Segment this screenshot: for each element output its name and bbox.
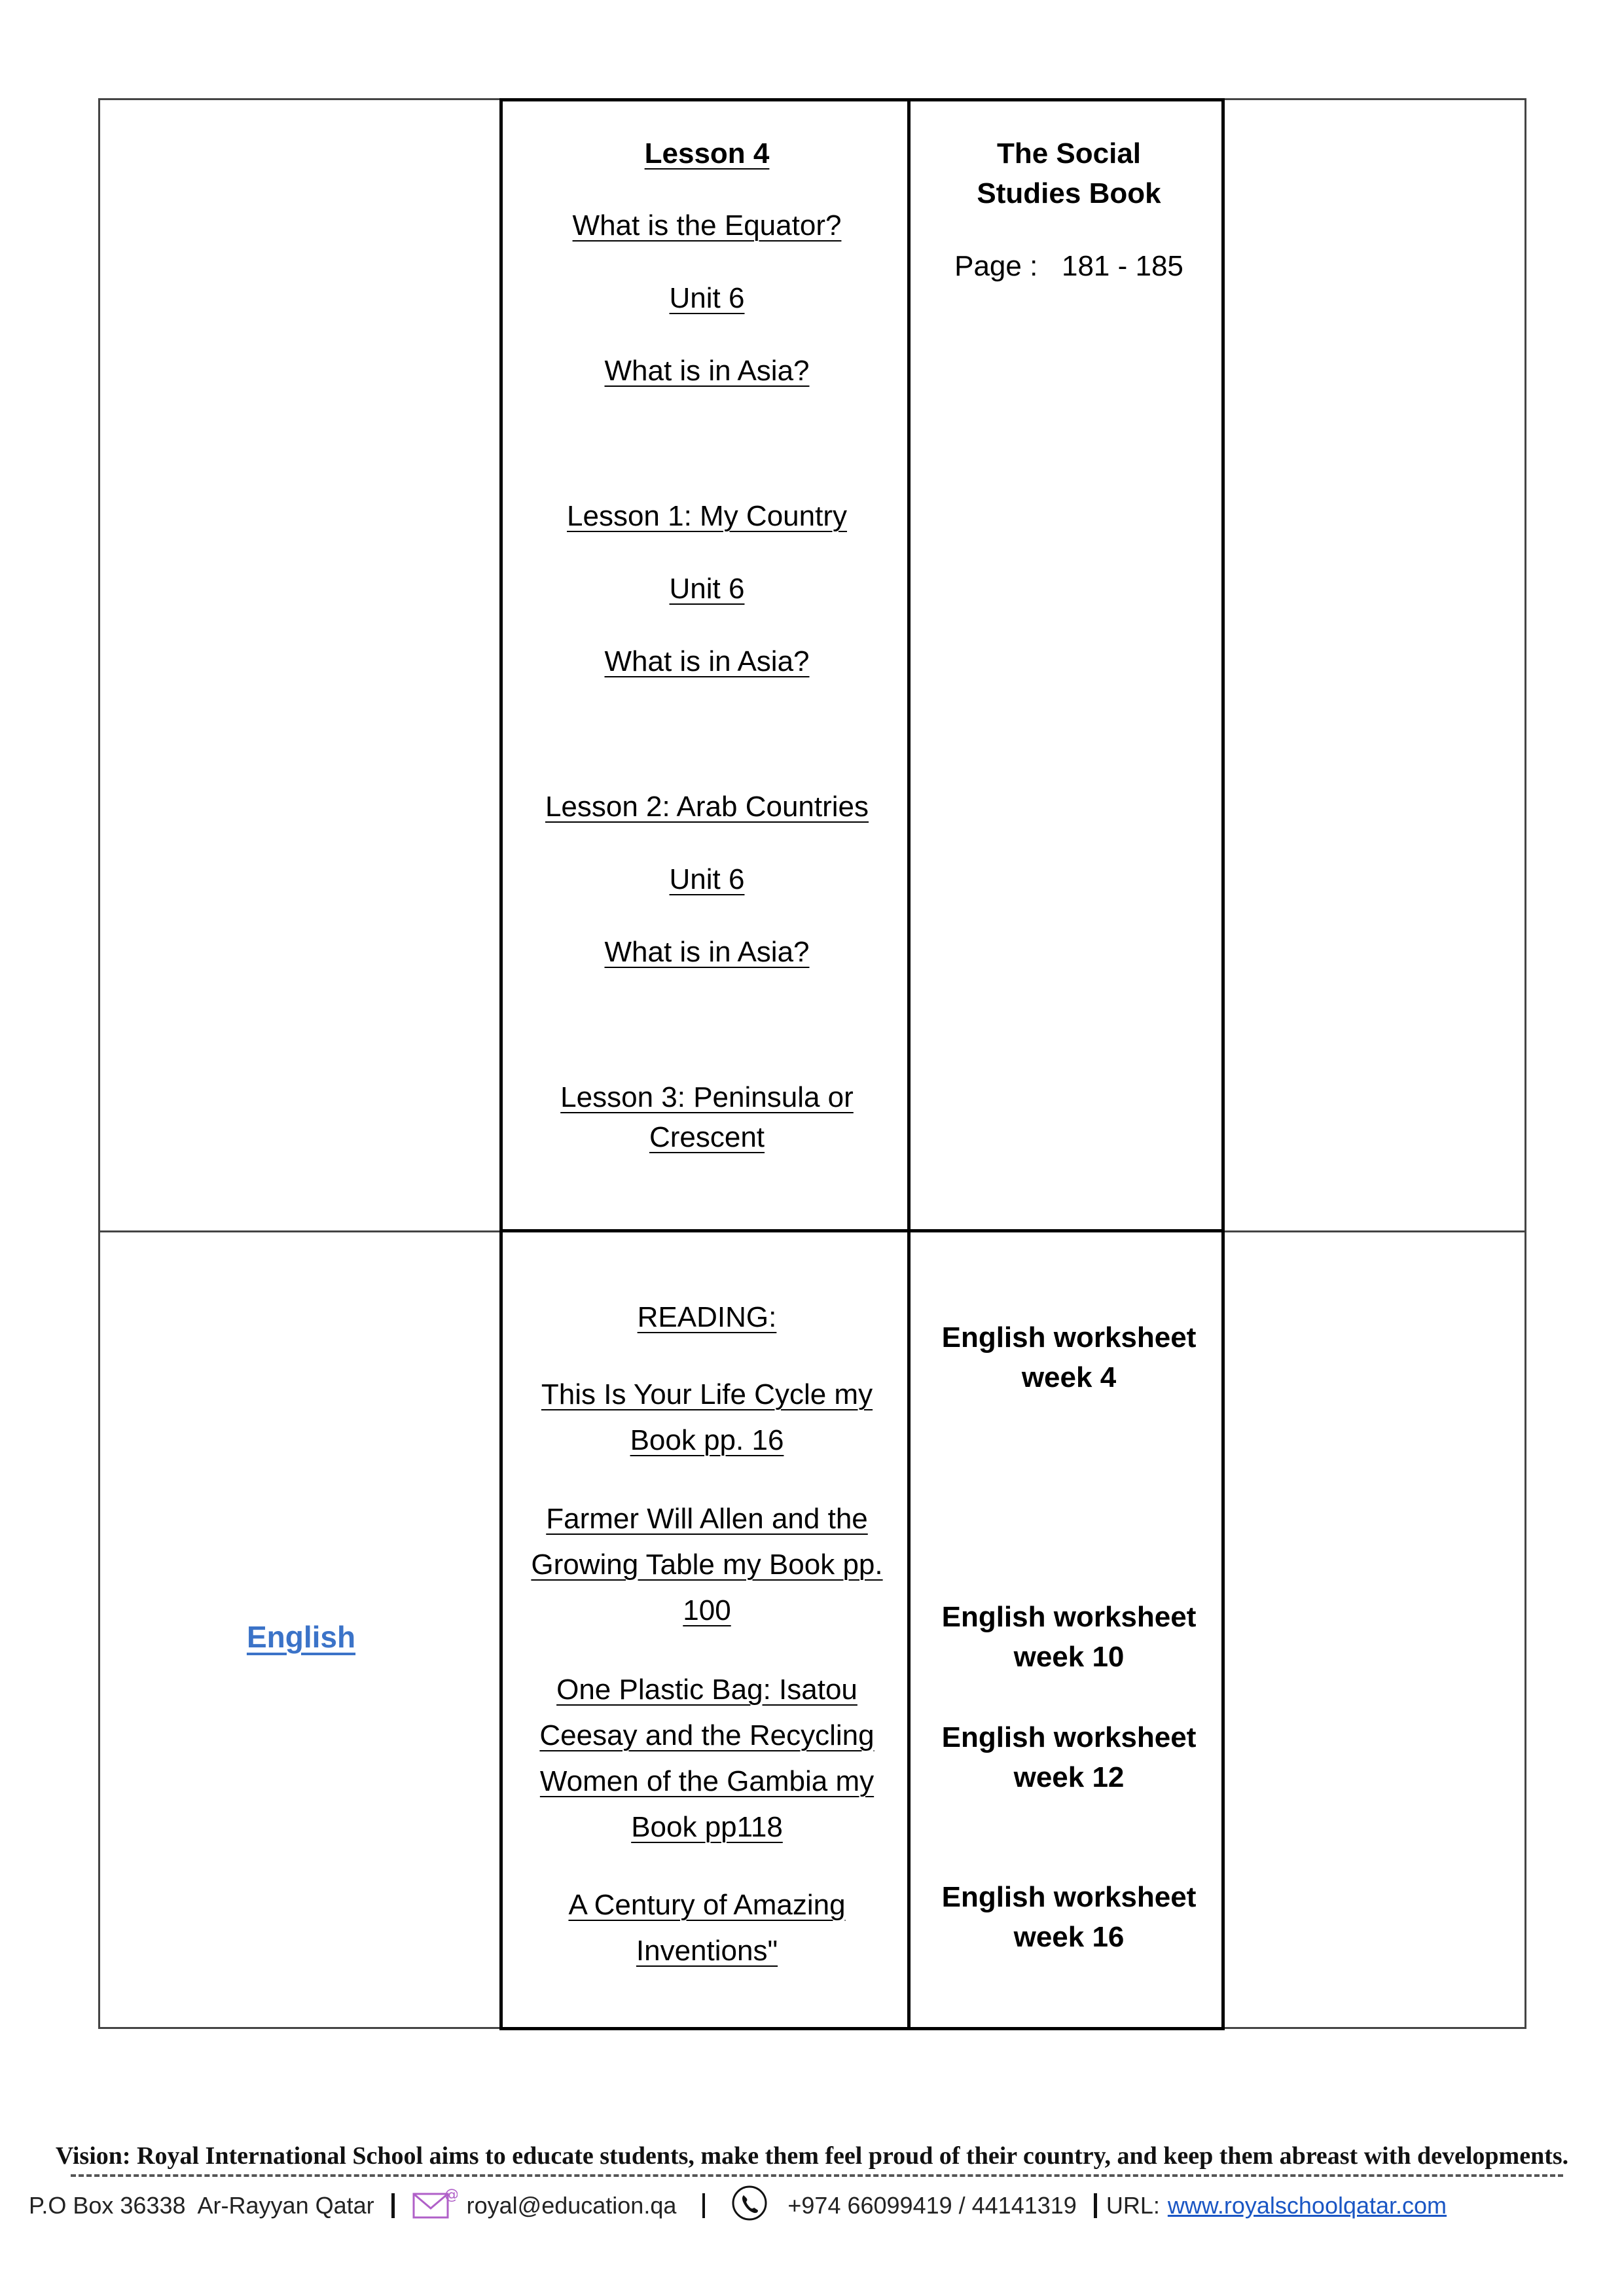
footer-separator	[391, 2193, 395, 2218]
reading-item: Book pp. 16	[630, 1424, 784, 1456]
footer-separator	[702, 2193, 705, 2218]
footer-url-link[interactable]: www.royalschoolqatar.com	[1167, 2192, 1447, 2219]
worksheet-item: week 12	[1013, 1761, 1125, 1793]
worksheet-item: English worksheet	[941, 1881, 1197, 1913]
footer-email[interactable]: royal@education.qa	[466, 2192, 677, 2219]
footer-vision: Vision: Royal International School aims to educate students, make them feel proud of their country, and keep them abreast with developments.	[55, 2142, 1569, 2170]
svg-text:@: @	[444, 2186, 458, 2203]
footer-phone: +974 66099419 / 44141319	[787, 2192, 1077, 2219]
worksheet-item: English worksheet	[941, 1721, 1197, 1753]
footer-address: P.O Box 36338 Ar-Rayyan Qatar	[29, 2192, 374, 2219]
reading-item: Book pp118	[631, 1811, 783, 1843]
reading-item: 100	[683, 1594, 731, 1626]
reading-item: One Plastic Bag: Isatou	[556, 1674, 857, 1706]
resource-title-line-1: The Social	[996, 137, 1142, 170]
worksheet-item: week 16	[1013, 1921, 1125, 1953]
middle-row-divider	[499, 1229, 1225, 1232]
phone-icon	[731, 2185, 768, 2227]
footer-separator	[1094, 2193, 1097, 2218]
worksheet-item: week 10	[1013, 1641, 1125, 1673]
lesson-line: Lesson 3: Peninsula or	[560, 1081, 854, 1113]
middle-border-top	[499, 98, 1225, 101]
footer-url-label: URL:	[1106, 2192, 1160, 2219]
column-divider-1	[499, 98, 503, 2030]
reading-item: This Is Your Life Cycle my	[541, 1378, 873, 1410]
reading-item: Inventions"	[636, 1935, 778, 1967]
lesson-line: Unit 6	[669, 863, 745, 895]
lesson-line: Lesson 2: Arab Countries	[545, 791, 869, 823]
reading-item: Women of the Gambia my	[539, 1765, 875, 1797]
resource-title-line-2: Studies Book	[977, 177, 1161, 209]
lesson-line: Crescent	[649, 1121, 765, 1153]
table-border-right	[1525, 98, 1526, 2029]
middle-border-bottom	[499, 2027, 1225, 2030]
reading-item: Farmer Will Allen and the	[546, 1503, 868, 1535]
footer-divider	[71, 2174, 1563, 2177]
resource-pages: Page : 181 - 185	[954, 250, 1183, 282]
worksheet-item: week 4	[1021, 1361, 1117, 1393]
lesson-line: Unit 6	[669, 282, 745, 314]
reading-item: A Century of Amazing	[568, 1889, 846, 1921]
worksheet-item: English worksheet	[941, 1601, 1197, 1633]
reading-item: Growing Table my Book pp.	[531, 1549, 883, 1581]
lesson-line: Unit 6	[669, 573, 745, 605]
footer-contact	[29, 2186, 1447, 2225]
email-icon	[412, 2186, 458, 2226]
reading-item: Ceesay and the Recycling	[539, 1719, 875, 1751]
lesson-heading: Lesson 4	[644, 137, 770, 170]
lesson-line: Lesson 1: My Country	[567, 500, 847, 532]
reading-heading: READING:	[637, 1301, 777, 1333]
lesson-line: What is in Asia?	[604, 645, 810, 677]
subject-english-link[interactable]: English	[246, 1620, 356, 1654]
table-border-left	[98, 98, 100, 2029]
worksheet-item: English worksheet	[941, 1321, 1197, 1354]
lesson-line: What is in Asia?	[604, 936, 810, 968]
lesson-line: What is in Asia?	[604, 355, 810, 387]
lesson-line: What is the Equator?	[572, 209, 842, 242]
